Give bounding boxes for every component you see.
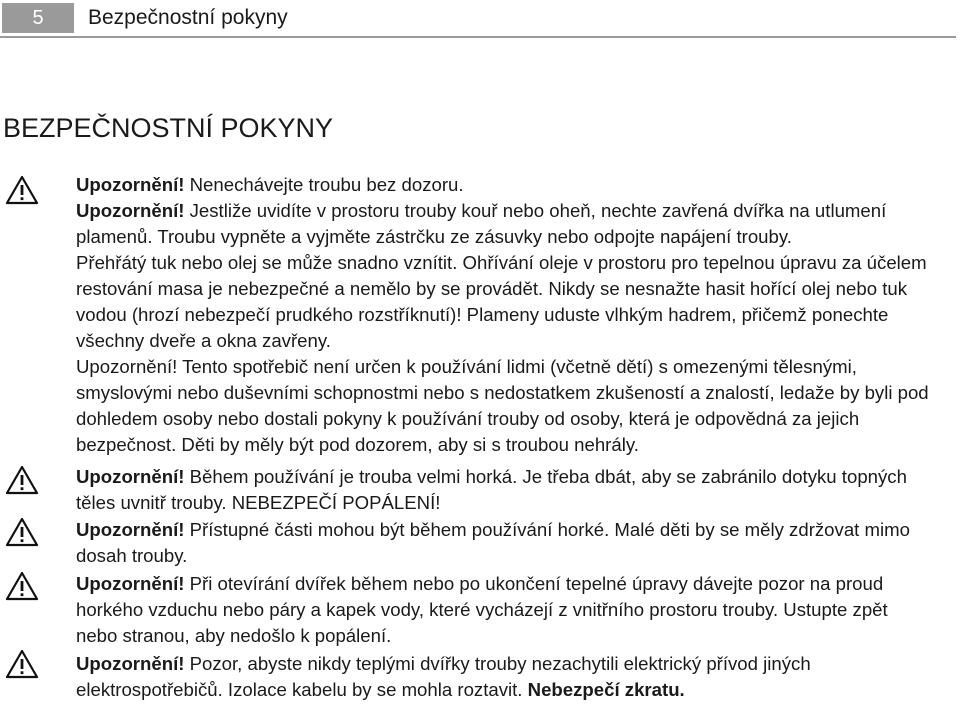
text-line: dohledem osoby nebo dostali pokyny k používání trouby od osoby, která je odpovědná za jejich bbox=[76, 408, 860, 429]
warning-triangle-icon bbox=[5, 465, 39, 495]
warning-triangle-icon bbox=[5, 571, 39, 601]
page-title: BEZPEČNOSTNÍ POKYNY bbox=[3, 113, 334, 143]
warning-label: Upozornění! bbox=[76, 466, 185, 487]
text-line: Upozornění! Pozor, abyste nikdy teplými dvířky trouby nezachytili elektrický přívod jiných bbox=[76, 653, 811, 674]
text-line: Upozornění! Přístupné části mohou být během používání horké. Malé děti by se měly zdržovat mimo bbox=[76, 519, 910, 540]
text-line: bezpečnost. Děti by měly být pod dozorem, aby si s troubou nehrály. bbox=[76, 434, 639, 455]
warning-block bbox=[76, 651, 956, 703]
text-line: Upozornění! Během používání je trouba velmi horká. Je třeba dbát, aby se zabránilo dotyku topných bbox=[76, 466, 907, 487]
text-line: Upozornění! Při otevírání dvířek během nebo po ukončení tepelné úpravy dávejte pozor na proud bbox=[76, 573, 884, 594]
text-line: Upozornění! Nenechávejte troubu bez dozoru. bbox=[76, 174, 464, 195]
text-line: všechny dveře a okna zavřeny. bbox=[76, 330, 331, 351]
text-line: plamenů. Troubu vypněte a vyjměte zástrčku ze zásuvky nebo odpojte napájení trouby. bbox=[76, 226, 792, 247]
warning-block bbox=[76, 464, 956, 516]
text-line: Upozornění! Jestliže uvidíte v prostoru trouby kouř nebo oheň, nechte zavřená dvířka na utlumení bbox=[76, 200, 887, 221]
text-line: horkého vzduchu nebo páry a kapek vody, které vycházejí z vnitřního prostoru trouby. Ustupte zpět bbox=[76, 599, 888, 620]
text-line: smyslovými nebo duševními schopnostmi nebo s nedostatkem zkušeností a znalostí, ledaže by byli pod bbox=[76, 382, 929, 403]
warning-label: Upozornění! bbox=[76, 200, 185, 221]
text-line: Upozornění! Tento spotřebič není určen k používání lidmi (včetně dětí) s omezenými tělesnými, bbox=[76, 356, 857, 377]
warning-triangle-icon bbox=[5, 175, 39, 205]
page-number: 5 bbox=[2, 3, 74, 33]
warning-label: Upozornění! bbox=[76, 653, 185, 674]
text-line: restování masa je nebezpečné a nemělo by se provádět. Nikdy se nesnažte hasit hořící olej nebo tuk bbox=[76, 278, 908, 299]
warning-block bbox=[76, 172, 956, 458]
header-divider bbox=[0, 36, 956, 38]
warning-block bbox=[76, 571, 956, 649]
text-line: nebo stranou, aby nedošlo k popálení. bbox=[76, 625, 392, 646]
text-line: elektrospotřebičů. Izolace kabelu by se mohla roztavit. Nebezpečí zkratu. bbox=[76, 679, 685, 700]
text-line: dosah trouby. bbox=[76, 545, 188, 566]
section-title: Bezpečnostní pokyny bbox=[88, 6, 288, 29]
warning-block bbox=[76, 517, 956, 569]
danger-note: Nebezpečí zkratu. bbox=[527, 679, 685, 700]
warning-label: Upozornění! bbox=[76, 573, 185, 594]
page-header bbox=[0, 0, 960, 40]
warning-label: Upozornění! bbox=[76, 519, 185, 540]
warning-triangle-icon bbox=[5, 649, 39, 679]
text-line: vodou (hrozí nebezpečí prudkého rozstříknutí)! Plameny uduste vlhkým hadrem, přičemž ponechte bbox=[76, 304, 889, 325]
warning-label: Upozornění! bbox=[76, 174, 185, 195]
text-line: těles uvnitř trouby. NEBEZPEČÍ POPÁLENÍ! bbox=[76, 492, 441, 513]
text-line: Přehřátý tuk nebo olej se může snadno vznítit. Ohřívání oleje v prostoru pro tepelnou úpravu za účelem bbox=[76, 252, 927, 273]
warning-triangle-icon bbox=[5, 517, 39, 547]
